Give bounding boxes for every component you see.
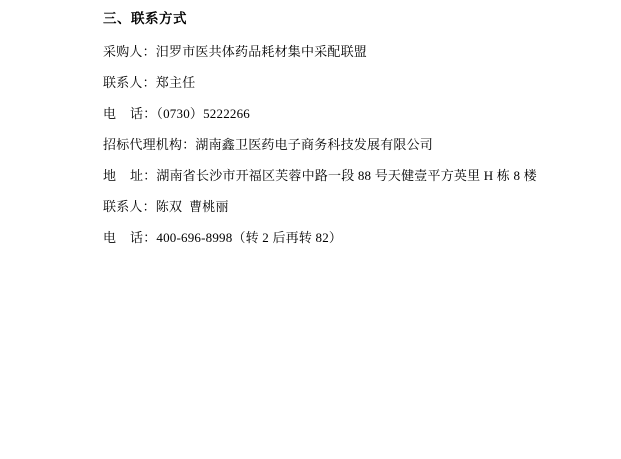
contact-line-agency-phone: 电 话：400-696-8998（转 2 后再转 82）: [103, 229, 343, 245]
contact-line-bidding-agency: 招标代理机构：湖南鑫卫医药电子商务科技发展有限公司: [103, 136, 434, 152]
section-heading-contact-information: 三、联系方式: [103, 11, 187, 26]
contact-line-address: 地 址：湖南省长沙市开福区芙蓉中路一段 88 号天健壹平方英里 H 栋 8 楼: [103, 167, 537, 183]
contact-line-phone: 电 话：（0730）5222266: [103, 105, 251, 121]
contact-line-contact-person: 联系人：郑主任: [103, 74, 196, 90]
contact-line-agency-contact-person: 联系人：陈双 曹桃丽: [103, 198, 229, 214]
contact-line-purchaser: 采购人：汨罗市医共体药品耗材集中采配联盟: [103, 43, 368, 59]
